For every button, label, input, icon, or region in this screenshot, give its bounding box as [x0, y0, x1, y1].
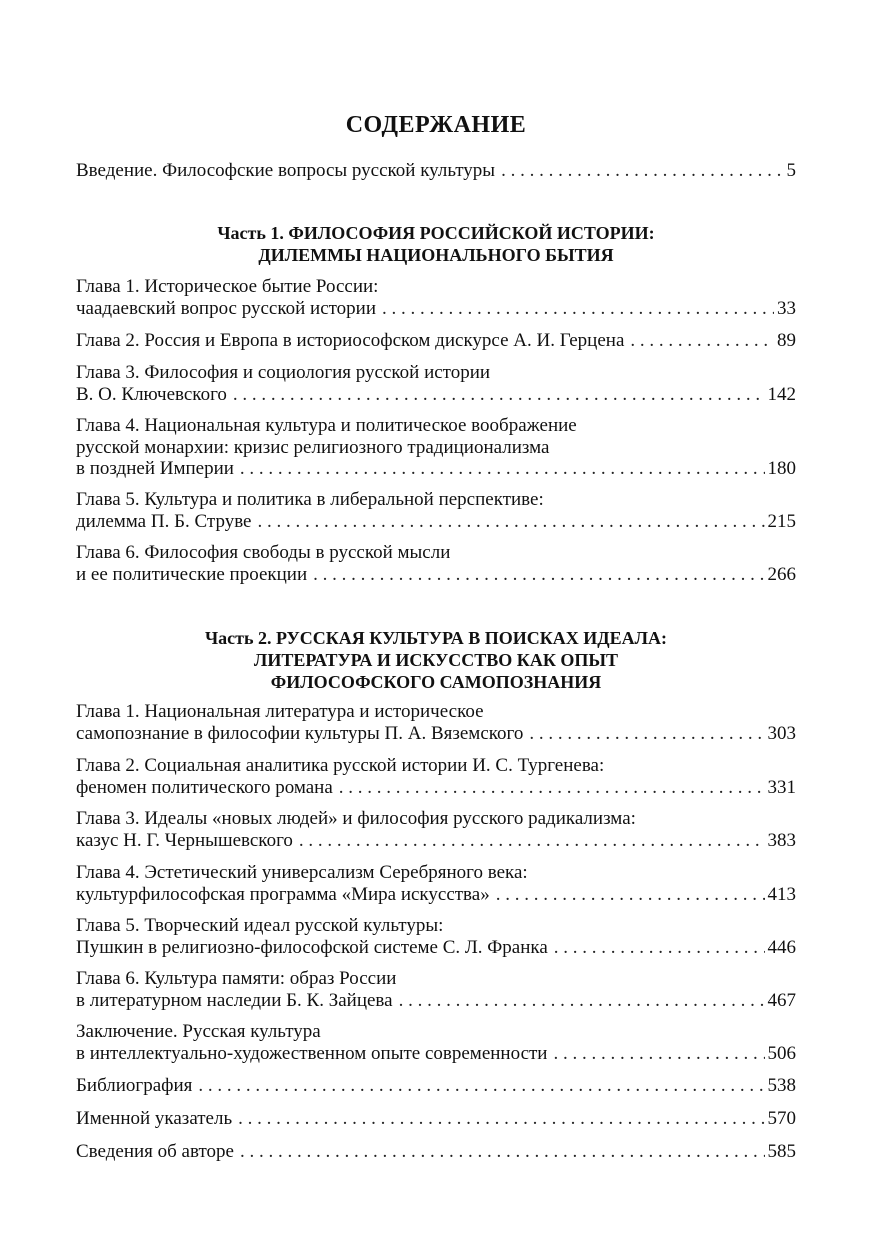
page-number: 89 — [777, 330, 796, 351]
leader-dots — [529, 723, 764, 745]
toc-entry-line: Глава 4. Национальная культура и политическое воображение — [76, 415, 577, 436]
toc-entry-part2-chapter4[interactable] — [76, 862, 796, 905]
toc-entry-line: Глава 1. Историческое бытие России: — [76, 276, 379, 297]
toc-entry-line: Глава 3. Идеалы «новых людей» и философия русского радикализма: — [76, 808, 636, 829]
toc-entry-title: в литературном наследии Б. К. Зайцева — [76, 989, 393, 1011]
part-heading-line: Часть 1. ФИЛОСОФИЯ РОССИЙСКОЙ ИСТОРИИ: — [217, 223, 655, 243]
toc-entry-line: Глава 5. Творческий идеал русской культуры: — [76, 915, 444, 936]
page-number: 266 — [767, 563, 796, 585]
part-2-heading — [76, 627, 796, 693]
toc-entry-about-author[interactable] — [76, 1141, 796, 1163]
toc-entry-line: Заключение. Русская культура — [76, 1021, 321, 1042]
toc-entry-line: Глава 3. Философия и социология русской истории — [76, 362, 491, 383]
page-number: 331 — [767, 776, 796, 798]
toc-entry-part1-chapter2[interactable] — [76, 330, 796, 352]
page-number: 538 — [767, 1075, 796, 1096]
leader-dots — [339, 777, 765, 799]
page-number: 215 — [767, 510, 796, 532]
page-number: 303 — [767, 722, 796, 744]
toc-entry-title: в поздней Империи — [76, 458, 234, 479]
toc-entry-title: самопознание в философии культуры П. А. Вяземского — [76, 722, 524, 744]
leader-dots — [299, 830, 765, 852]
toc-entry-title: Пушкин в религиозно-философской системе С. Л. Франка — [76, 936, 548, 958]
toc-entry-line: Глава 1. Национальная литература и историческое — [76, 701, 484, 722]
leader-dots — [399, 990, 765, 1012]
toc-entry-part2-chapter2[interactable] — [76, 755, 796, 798]
leader-dots — [501, 160, 783, 182]
part-heading-line: ЛИТЕРАТУРА И ИСКУССТВО КАК ОПЫТ — [253, 650, 619, 670]
toc-entry-title: Введение. Философские вопросы русской культуры — [76, 160, 496, 181]
toc-entry-line: Глава 2. Социальная аналитика русской истории И. С. Тургенева: — [76, 755, 605, 776]
toc-entry-title: в интеллектуально-художественном опыте современности — [76, 1042, 548, 1064]
leader-dots — [553, 1043, 764, 1065]
toc-entry-title: Глава 2. Россия и Европа в историософском дискурсе А. И. Герцена — [76, 330, 625, 351]
toc-entry-title: чаадаевский вопрос русской истории — [76, 297, 377, 319]
leader-dots — [382, 298, 774, 320]
toc-entry-line: русской монархии: кризис религиозного традиционализма — [76, 436, 550, 458]
toc-entry-part1-chapter6[interactable] — [76, 542, 796, 585]
toc-entry-bibliography[interactable] — [76, 1075, 796, 1097]
toc-entry-title: казус Н. Г. Чернышевского — [76, 829, 293, 851]
page-number: 142 — [767, 383, 796, 405]
page-number: 5 — [786, 160, 796, 181]
leader-dots — [257, 511, 764, 533]
toc-entry-title: дилемма П. Б. Струве — [76, 510, 252, 532]
toc-entry-line: Глава 6. Философия свободы в русской мысли — [76, 542, 451, 563]
page-number: 446 — [767, 936, 796, 958]
toc-entry-name-index[interactable] — [76, 1108, 796, 1130]
toc-entry-part1-chapter1[interactable] — [76, 276, 796, 319]
toc-entry-part2-chapter6[interactable] — [76, 968, 796, 1011]
page-number: 506 — [767, 1042, 796, 1064]
toc-entry-introduction[interactable] — [76, 160, 796, 182]
toc-entry-line: Глава 5. Культура и политика в либеральной перспективе: — [76, 489, 544, 510]
leader-dots — [496, 884, 765, 906]
page-number: 467 — [767, 989, 796, 1011]
leader-dots — [240, 458, 765, 480]
leader-dots — [313, 564, 764, 586]
toc-entry-title: Именной указатель — [76, 1108, 233, 1129]
page-number: 180 — [767, 458, 796, 479]
toc-entry-line: Глава 4. Эстетический универсализм Серебряного века: — [76, 862, 528, 883]
page-number: 585 — [767, 1141, 796, 1162]
page-title: СОДЕРЖАНИЕ — [345, 112, 527, 138]
page-number: 570 — [767, 1108, 796, 1129]
page-number: 383 — [767, 829, 796, 851]
leader-dots — [554, 937, 765, 959]
part-heading-line: ФИЛОСОФСКОГО САМОПОЗНАНИЯ — [270, 672, 602, 692]
toc-entry-part2-chapter3[interactable] — [76, 808, 796, 851]
toc-entry-part2-chapter1[interactable] — [76, 701, 796, 744]
toc-entry-title: Сведения об авторе — [76, 1141, 234, 1162]
page-number: 33 — [777, 297, 796, 319]
toc-entry-part2-chapter5[interactable] — [76, 915, 796, 958]
leader-dots — [240, 1141, 765, 1163]
leader-dots — [198, 1075, 764, 1097]
leader-dots — [233, 384, 765, 406]
toc-entry-part1-chapter3[interactable] — [76, 362, 796, 405]
page-number: 413 — [767, 883, 796, 905]
toc-entry-title: и ее политические проекции — [76, 563, 308, 585]
toc-entry-part1-chapter5[interactable] — [76, 489, 796, 532]
toc-entry-conclusion[interactable] — [76, 1021, 796, 1064]
toc-entry-title: Библиография — [76, 1075, 193, 1096]
part-heading-line: ДИЛЕММЫ НАЦИОНАЛЬНОГО БЫТИЯ — [258, 245, 614, 265]
toc-entry-line: Глава 6. Культура памяти: образ России — [76, 968, 397, 989]
toc-entry-title: культурфилософская программа «Мира искусства» — [76, 883, 490, 905]
leader-dots — [238, 1108, 764, 1130]
toc-entry-title: В. О. Ключевского — [76, 383, 227, 405]
toc-entry-title: феномен политического романа — [76, 776, 333, 798]
part-heading-line: Часть 2. РУССКАЯ КУЛЬТУРА В ПОИСКАХ ИДЕАЛА: — [204, 628, 668, 648]
part-1-heading — [76, 222, 796, 266]
toc-entry-part1-chapter4[interactable] — [76, 415, 796, 480]
leader-dots — [630, 330, 774, 352]
